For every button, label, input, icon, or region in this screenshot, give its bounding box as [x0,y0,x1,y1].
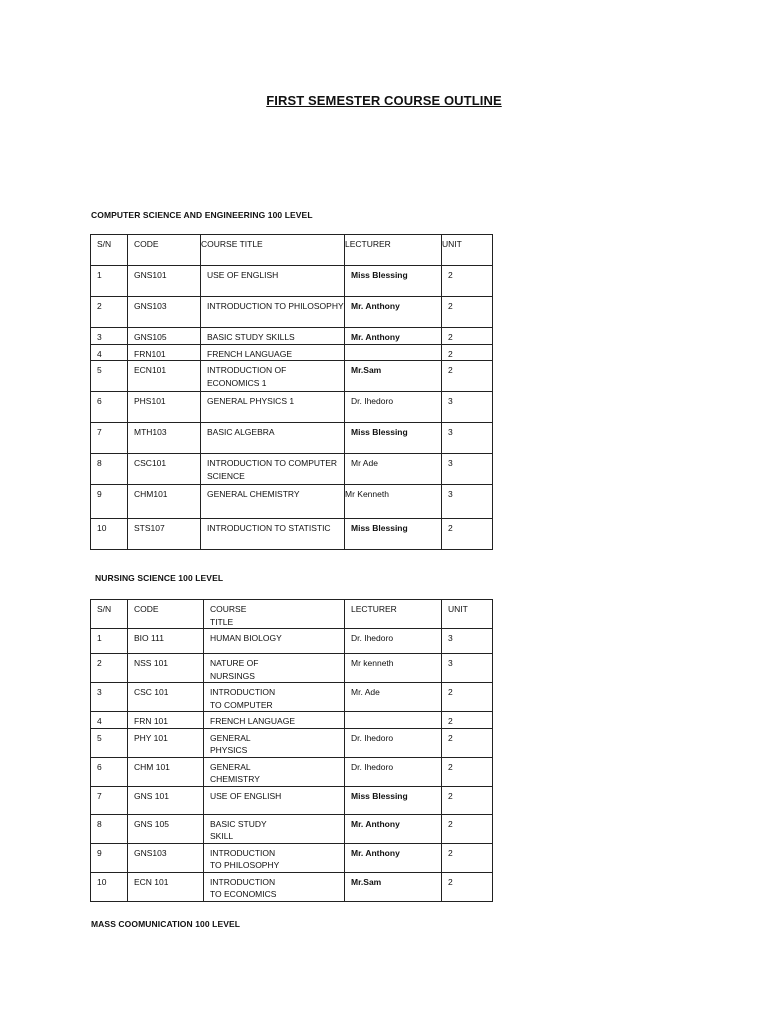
cell-title: USE OF ENGLISH [201,266,345,297]
cell-title: BASIC STUDY SKILL [204,814,345,843]
table-row [91,654,493,683]
cell-sn: 8 [91,814,128,843]
cell-code: CHM 101 [128,757,204,786]
column-header-course-title: COURSE TITLE [201,235,345,266]
cell-lecturer: Miss Blessing [345,266,442,297]
table-row [91,872,493,901]
cell-unit: 2 [442,297,493,328]
column-header-code: CODE [128,235,201,266]
cell-code: GNS103 [128,843,204,872]
table-row [91,423,493,454]
section-heading-computer-science: COMPUTER SCIENCE AND ENGINEERING 100 LEVEL [91,210,313,220]
table-row [91,814,493,843]
cell-sn: 6 [91,757,128,786]
cell-unit: 2 [442,344,493,361]
cell-code: CHM101 [128,485,201,519]
cell-code: ECN 101 [128,872,204,901]
column-header-lecturer: LECTURER [345,235,442,266]
cell-code: ECN101 [128,361,201,392]
page-title: FIRST SEMESTER COURSE OUTLINE [266,93,502,108]
cell-unit: 3 [442,654,493,683]
table-header-row [91,235,493,266]
cell-title: USE OF ENGLISH [204,786,345,814]
table-row [91,454,493,485]
cell-sn: 7 [91,423,128,454]
cell-code: GNS105 [128,328,201,345]
cell-sn: 1 [91,266,128,297]
cell-lecturer: Mr. Anthony [345,297,442,328]
table-row [91,843,493,872]
cell-sn: 4 [91,712,128,729]
cell-code: GNS101 [128,266,201,297]
course-table-computer-science [90,234,493,550]
cell-title: INTRODUCTION TO PHILOSOPHY [204,843,345,872]
cell-unit: 3 [442,629,493,654]
table-row [91,297,493,328]
cell-lecturer: Mr. Anthony [345,328,442,345]
table-row [91,786,493,814]
cell-sn: 7 [91,786,128,814]
section-heading-mass-communication: MASS COOMUNICATION 100 LEVEL [91,919,241,929]
cell-unit: 3 [442,454,493,485]
cell-title: BASIC ALGEBRA [201,423,345,454]
cell-code: STS107 [128,519,201,550]
cell-unit: 2 [442,683,493,712]
table-row [91,361,493,392]
cell-unit: 2 [442,728,493,757]
cell-title: INTRODUCTION TO STATISTIC [201,519,345,550]
cell-title: INTRODUCTION OF ECONOMICS 1 [201,361,345,392]
table-row [91,328,493,345]
cell-code: CSC101 [128,454,201,485]
cell-lecturer: Dr. Ihedoro [345,392,442,423]
cell-unit: 2 [442,843,493,872]
cell-lecturer: Miss Blessing [345,786,442,814]
cell-code: MTH103 [128,423,201,454]
cell-lecturer: Mr. Anthony [345,814,442,843]
course-table-nursing-science [90,599,493,902]
cell-title: HUMAN BIOLOGY [204,629,345,654]
cell-lecturer [345,712,442,729]
cell-title: GENERAL CHEMISTRY [204,757,345,786]
cell-title: INTRODUCTION TO COMPUTER [204,683,345,712]
cell-lecturer: Miss Blessing [345,519,442,550]
section-heading-nursing-science: NURSING SCIENCE 100 LEVEL [95,573,224,583]
table-row [91,519,493,550]
cell-sn: 2 [91,297,128,328]
cell-title: GENERAL PHYSICS 1 [201,392,345,423]
cell-code: GNS103 [128,297,201,328]
table-row [91,266,493,297]
table-row [91,392,493,423]
cell-unit: 2 [442,519,493,550]
cell-lecturer: Miss Blessing [345,423,442,454]
cell-title: INTRODUCTION TO COMPUTER SCIENCE [201,454,345,485]
cell-lecturer: Mr. Ade [345,683,442,712]
cell-lecturer: Dr. Ihedoro [345,728,442,757]
table-row [91,683,493,712]
cell-title: GENERAL CHEMISTRY [201,485,345,519]
column-header-course-title: COURSE TITLE [204,600,345,629]
cell-unit: 2 [442,814,493,843]
cell-unit: 2 [442,872,493,901]
cell-code: PHS101 [128,392,201,423]
table-row [91,344,493,361]
cell-unit: 3 [442,485,493,519]
cell-sn: 5 [91,361,128,392]
cell-sn: 8 [91,454,128,485]
cell-lecturer: Dr. Ihedoro [345,629,442,654]
cell-sn: 6 [91,392,128,423]
cell-lecturer: Mr kenneth [345,654,442,683]
table-row [91,712,493,729]
cell-title: INTRODUCTION TO ECONOMICS [204,872,345,901]
column-header-sn: S/N [91,600,128,629]
cell-title: FRENCH LANGUAGE [201,344,345,361]
column-header-sn: S/N [91,235,128,266]
cell-sn: 3 [91,683,128,712]
cell-sn: 9 [91,843,128,872]
cell-lecturer [345,344,442,361]
cell-unit: 2 [442,712,493,729]
cell-unit: 3 [442,423,493,454]
cell-code: PHY 101 [128,728,204,757]
cell-sn: 2 [91,654,128,683]
cell-lecturer: Mr. Anthony [345,843,442,872]
cell-lecturer: Mr.Sam [345,872,442,901]
cell-sn: 10 [91,872,128,901]
table-row [91,629,493,654]
cell-unit: 2 [442,361,493,392]
cell-code: CSC 101 [128,683,204,712]
cell-code: GNS 101 [128,786,204,814]
table-row [91,485,493,519]
cell-code: BIO 111 [128,629,204,654]
cell-code: FRN101 [128,344,201,361]
cell-unit: 3 [442,392,493,423]
table-header-row [91,600,493,629]
cell-sn: 1 [91,629,128,654]
cell-sn: 9 [91,485,128,519]
cell-unit: 2 [442,757,493,786]
cell-title: NATURE OF NURSINGS [204,654,345,683]
cell-lecturer: Mr Ade [345,454,442,485]
cell-lecturer: Mr.Sam [345,361,442,392]
cell-lecturer: Mr Kenneth [345,485,442,519]
cell-sn: 4 [91,344,128,361]
cell-unit: 2 [442,786,493,814]
table-row [91,728,493,757]
cell-title: FRENCH LANGUAGE [204,712,345,729]
cell-sn: 5 [91,728,128,757]
column-header-unit: UNIT [442,600,493,629]
cell-unit: 2 [442,266,493,297]
column-header-unit: UNIT [442,235,493,266]
cell-sn: 3 [91,328,128,345]
cell-code: FRN 101 [128,712,204,729]
column-header-lecturer: LECTURER [345,600,442,629]
table-row [91,757,493,786]
cell-lecturer: Dr. Ihedoro [345,757,442,786]
column-header-code: CODE [128,600,204,629]
cell-unit: 2 [442,328,493,345]
cell-sn: 10 [91,519,128,550]
cell-title: INTRODUCTION TO PHILOSOPHY [201,297,345,328]
cell-title: BASIC STUDY SKILLS [201,328,345,345]
cell-title: GENERAL PHYSICS [204,728,345,757]
cell-code: GNS 105 [128,814,204,843]
cell-code: NSS 101 [128,654,204,683]
